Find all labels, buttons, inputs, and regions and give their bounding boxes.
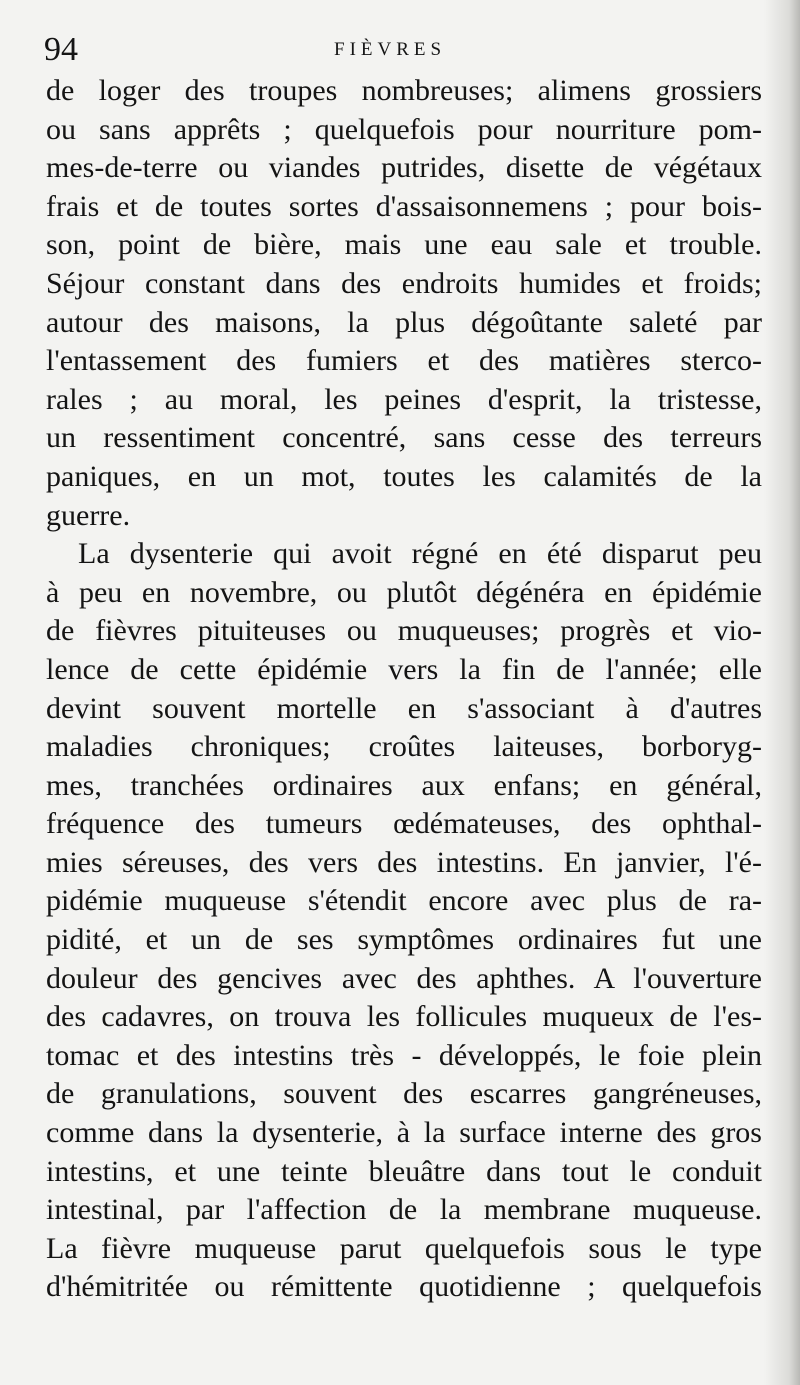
text-line: tomac et des intestins très - développés, le foie plein: [46, 1038, 762, 1072]
text-line: à peu en novembre, ou plutôt dégénéra en épidémie: [46, 575, 762, 609]
text-line: lence de cette épidémie vers la fin de l'année; elle: [46, 652, 762, 686]
text-line: devint souvent mortelle en s'associant à d'autres: [46, 691, 762, 725]
text-line: frais et de toutes sortes d'assaisonnemens ; pour bois-: [46, 189, 762, 223]
text-line: son, point de bière, mais une eau sale et trouble.: [46, 228, 762, 262]
text-line: de granulations, souvent des escarres gangréneuses,: [46, 1077, 762, 1111]
text-line: intestins, et une teinte bleuâtre dans tout le conduit: [46, 1154, 762, 1188]
body-text: [46, 72, 762, 1307]
page-edge-shadow: [764, 0, 800, 1385]
page-header: [44, 30, 756, 70]
text-line: fréquence des tumeurs œdémateuses, des ophthal-: [46, 807, 762, 841]
text-line: comme dans la dysenterie, à la surface interne des gros: [46, 1116, 762, 1150]
text-line: mes, tranchées ordinaires aux enfans; en général,: [46, 768, 762, 802]
text-line: guerre.: [46, 498, 131, 532]
text-line: paniques, en un mot, toutes les calamités de la: [46, 459, 762, 493]
text-line: maladies chroniques; croûtes laiteuses, borboryg-: [46, 730, 762, 764]
page-number: 94: [44, 31, 78, 68]
paragraph-start-line: La dysenterie qui avoit régné en été disparut peu: [78, 537, 762, 571]
text-line: d'hémitritée ou rémittente quotidienne ; quelquefois: [46, 1270, 762, 1304]
text-line: mes-de-terre ou viandes putrides, disette de végétaux: [46, 151, 762, 185]
running-head: FIÈVRES: [334, 39, 447, 60]
text-line: douleur des gencives avec des aphthes. A l'ouverture: [46, 961, 762, 995]
text-line: pidité, et un de ses symptômes ordinaires fut une: [46, 923, 762, 957]
text-line: intestinal, par l'affection de la membrane muqueuse.: [46, 1193, 762, 1227]
text-line: de loger des troupes nombreuses; alimens grossiers: [46, 74, 762, 107]
text-line: un ressentiment concentré, sans cesse des terreurs: [46, 421, 762, 455]
text-line: mies séreuses, des vers des intestins. En janvier, l'é-: [46, 845, 762, 879]
text-line: pidémie muqueuse s'étendit encore avec plus de ra-: [46, 884, 762, 918]
text-line: ou sans apprêts ; quelquefois pour nourriture pom-: [46, 112, 762, 146]
text-line: des cadavres, on trouva les follicules muqueux de l'es-: [46, 1000, 762, 1034]
text-line: La fièvre muqueuse parut quelquefois sous le type: [46, 1231, 762, 1265]
text-line: de fièvres pituiteuses ou muqueuses; progrès et vio-: [46, 614, 762, 648]
text-line: l'entassement des fumiers et des matières sterco-: [46, 344, 762, 378]
text-line: autour des maisons, la plus dégoûtante saleté par: [46, 305, 762, 339]
text-line: Séjour constant dans des endroits humides et froids;: [46, 266, 762, 300]
text-line: rales ; au moral, les peines d'esprit, la tristesse,: [46, 382, 762, 416]
